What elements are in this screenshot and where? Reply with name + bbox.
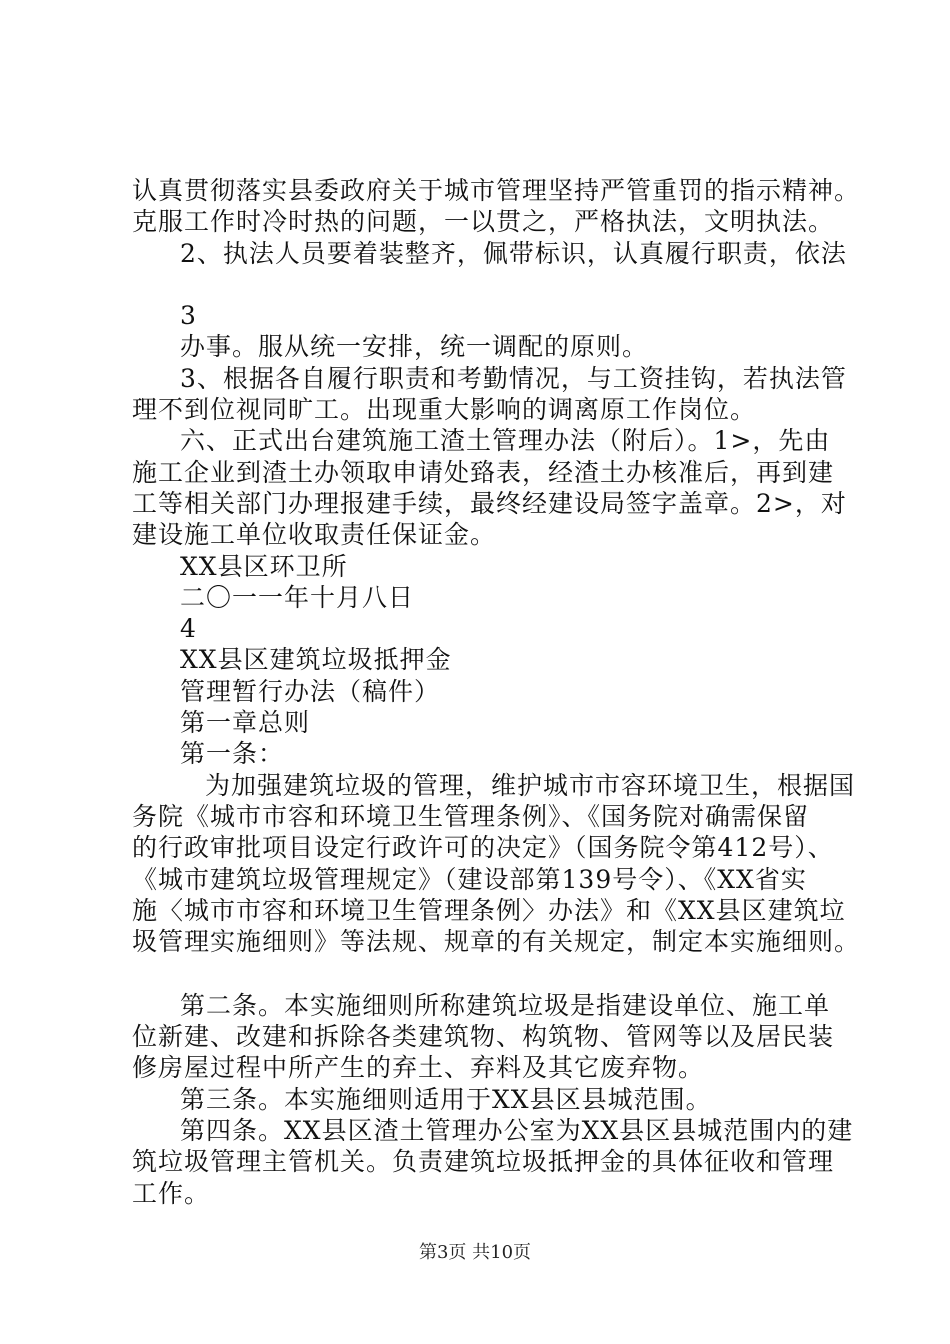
- chapter-heading: 第一章总则: [180, 708, 311, 737]
- signature-org: XX县区环卫所: [180, 552, 348, 581]
- paragraph-line: 为加强建筑垃圾的管理，维护城市市容环境卫生，根据国: [205, 771, 856, 800]
- signature-date: 二〇一一年十月八日: [180, 583, 415, 612]
- paragraph-line: 筑垃圾管理主管机关。负责建筑垃圾抵押金的具体征收和管理: [132, 1147, 835, 1176]
- document-subtitle: 管理暂行办法（稿件）: [180, 677, 441, 706]
- paragraph-line: 理不到位视同旷工。出现重大影响的调离原工作岗位。: [132, 395, 757, 424]
- paragraph-line: 3、根据各自履行职责和考勤情况，与工资挂钩，若执法管: [180, 364, 847, 393]
- paragraph-line: 施工企业到渣土办领取申请处臵表，经渣土办核准后，再到建: [132, 458, 835, 487]
- paragraph-line: 六、正式出台建筑施工渣土管理办法（附后）。1>，先由: [180, 426, 831, 455]
- article-heading: 第一条：: [180, 739, 285, 768]
- paragraph-line: 施〈城市市容和环境卫生管理条例〉办法》和《XX县区建筑垃: [132, 896, 846, 925]
- paragraph-line: 《城市建筑垃圾管理规定》（建设部第139号令）、《XX省实: [132, 865, 807, 894]
- paragraph-line: 2、执法人员要着装整齐，佩带标识，认真履行职责，依法: [180, 239, 847, 268]
- paragraph-line: 工等相关部门办理报建手续，最终经建设局签字盖章。2>，对: [132, 489, 847, 518]
- page-marker: 4: [180, 614, 197, 643]
- paragraph-line: 第四条。XX县区渣土管理办公室为XX县区县城范围内的建: [180, 1116, 854, 1145]
- paragraph-line: 圾管理实施细则》等法规、规章的有关规定，制定本实施细则。: [132, 927, 861, 956]
- page-number: 第3页 共10页: [418, 1242, 532, 1263]
- paragraph-line: 第二条。本实施细则所称建筑垃圾是指建设单位、施工单: [180, 991, 831, 1020]
- paragraph-line: 务院《城市市容和环境卫生管理条例》、《国务院对确需保留: [132, 802, 810, 831]
- paragraph-line: 的行政审批项目设定行政许可的决定》（国务院令第412号）、: [132, 833, 834, 862]
- document-title: XX县区建筑垃圾抵押金: [180, 645, 452, 674]
- page-marker: 3: [180, 301, 197, 330]
- paragraph-line: 修房屋过程中所产生的弃土、弃料及其它废弃物。: [132, 1053, 705, 1082]
- paragraph-line: 位新建、改建和拆除各类建筑物、构筑物、管网等以及居民装: [132, 1022, 835, 1051]
- paragraph-line: 工作。: [132, 1179, 211, 1208]
- paragraph-line: 第三条。本实施细则适用于XX县区县城范围。: [180, 1085, 712, 1114]
- paragraph-line: 认真贯彻落实县委政府关于城市管理坚持严管重罚的指示精神。: [132, 176, 861, 205]
- paragraph-line: 建设施工单位收取责任保证金。: [132, 520, 497, 549]
- paragraph-line: 克服工作时冷时热的问题，一以贯之，严格执法，文明执法。: [132, 207, 835, 236]
- paragraph-line: 办事。服从统一安排，统一调配的原则。: [180, 332, 649, 361]
